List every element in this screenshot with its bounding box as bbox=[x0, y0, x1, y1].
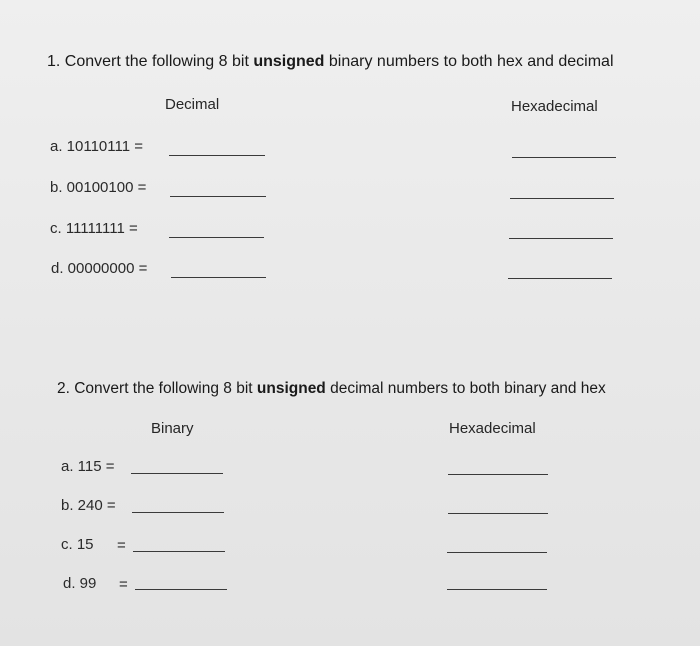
q2-item-c-hex-blank[interactable] bbox=[447, 552, 547, 553]
q2-item-a: a. 115 = bbox=[61, 458, 115, 475]
q1-item-a-decimal-blank[interactable] bbox=[169, 155, 265, 156]
q1-item-b-decimal-blank[interactable] bbox=[170, 196, 266, 197]
q2-item-b-binary-blank[interactable] bbox=[132, 512, 224, 513]
q1-item-a-hex-blank[interactable] bbox=[512, 157, 616, 158]
q1-item-a: a. 10110111 = bbox=[50, 138, 144, 155]
q2-item-c-equals: = bbox=[117, 537, 126, 554]
question-1-title bbox=[47, 53, 614, 71]
question-2-title-bold: unsigned bbox=[256, 380, 326, 397]
q2-item-c: c. 15 bbox=[61, 536, 94, 553]
q2-item-d-equals: = bbox=[119, 576, 128, 593]
question-1-title-bold: unsigned bbox=[253, 53, 325, 70]
question-2-title-pre: 2. Convert the following 8 bit bbox=[57, 380, 257, 397]
q1-item-d-hex-blank[interactable] bbox=[508, 278, 612, 279]
q1-hexadecimal-header: Hexadecimal bbox=[511, 98, 598, 115]
question-1-title-post: binary numbers to both hex and decimal bbox=[324, 53, 614, 70]
q1-item-c-hex-blank[interactable] bbox=[509, 238, 613, 239]
q1-item-c-decimal-blank[interactable] bbox=[169, 237, 264, 238]
q2-hexadecimal-header: Hexadecimal bbox=[449, 420, 536, 437]
q2-binary-header: Binary bbox=[151, 420, 194, 437]
q1-item-b: b. 00100100 = bbox=[50, 179, 147, 196]
q2-item-c-binary-blank[interactable] bbox=[133, 551, 225, 552]
question-2-title bbox=[57, 380, 606, 398]
q1-item-d-decimal-blank[interactable] bbox=[171, 277, 266, 278]
q2-item-d-hex-blank[interactable] bbox=[447, 589, 547, 590]
q2-item-a-hex-blank[interactable] bbox=[448, 474, 548, 475]
q1-item-c: c. 11111111 = bbox=[50, 220, 138, 237]
q2-item-a-binary-blank[interactable] bbox=[131, 473, 223, 474]
question-2-title-post: decimal numbers to both binary and hex bbox=[325, 380, 606, 397]
q2-item-b-hex-blank[interactable] bbox=[448, 513, 548, 514]
q2-item-d-binary-blank[interactable] bbox=[135, 589, 227, 590]
question-1-title-pre: 1. Convert the following 8 bit bbox=[47, 53, 254, 70]
q2-item-b: b. 240 = bbox=[61, 497, 116, 514]
q2-item-d: d. 99 bbox=[63, 575, 97, 592]
q1-decimal-header: Decimal bbox=[165, 96, 220, 113]
q1-item-b-hex-blank[interactable] bbox=[510, 198, 614, 199]
q1-item-d: d. 00000000 = bbox=[51, 260, 148, 277]
